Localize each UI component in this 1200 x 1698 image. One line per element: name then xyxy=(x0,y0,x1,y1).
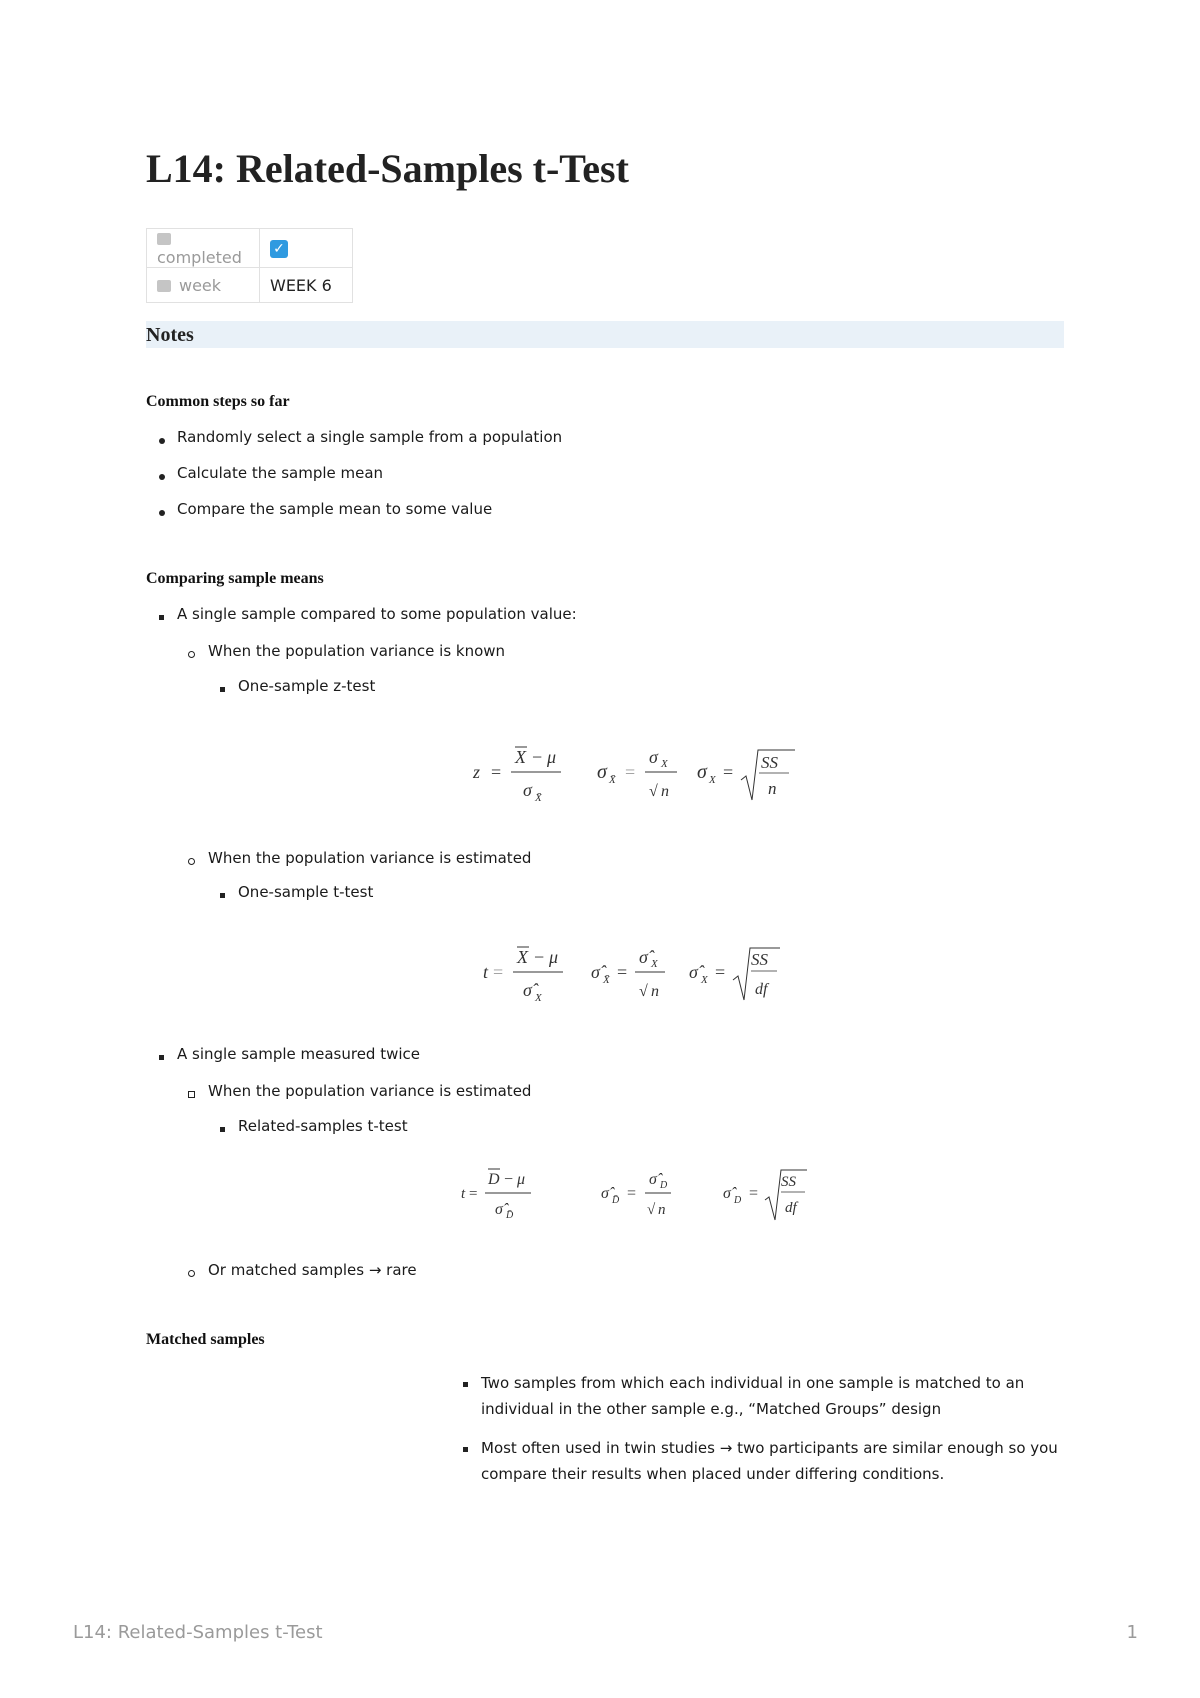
page-number: 1 xyxy=(1126,1622,1138,1643)
section-heading-comparing: Comparing sample means xyxy=(146,570,324,587)
svg-text:n: n xyxy=(651,983,659,1000)
section-heading-common-steps: Common steps so far xyxy=(146,393,290,410)
svg-text:μ: μ xyxy=(549,947,559,967)
svg-text:D: D xyxy=(488,1171,500,1188)
svg-text:=: = xyxy=(723,762,734,782)
svg-text:X̄: X̄ xyxy=(535,792,542,804)
svg-text:σ̂: σ̂ xyxy=(523,980,532,1000)
list-item: A single sample measured twice xyxy=(177,1045,421,1063)
notes-heading-band xyxy=(146,321,1064,348)
property-value-cell[interactable] xyxy=(260,229,353,268)
svg-text:t: t xyxy=(461,1186,466,1202)
list-item: When the population variance is known xyxy=(208,642,506,660)
svg-text:μ: μ xyxy=(517,1171,526,1188)
bullet-square xyxy=(463,1382,468,1387)
svg-text:σ̂: σ̂ xyxy=(591,962,600,982)
svg-text:σ: σ xyxy=(597,761,607,783)
svg-text:SS: SS xyxy=(761,753,778,772)
svg-text:=: = xyxy=(493,962,504,982)
svg-text:n: n xyxy=(661,783,669,800)
bullet-square xyxy=(159,615,164,620)
footer-title: L14: Related-Samples t-Test xyxy=(73,1622,323,1643)
svg-text:df: df xyxy=(785,1200,797,1216)
checkbox-property-icon xyxy=(157,233,171,245)
z-test-formula-image xyxy=(465,740,805,810)
svg-text:σ: σ xyxy=(697,761,707,783)
svg-text:=: = xyxy=(749,1185,759,1202)
list-item: A single sample compared to some population value: xyxy=(177,605,577,623)
bullet-circle xyxy=(188,1270,195,1277)
bullet-circle xyxy=(188,858,195,865)
svg-text:μ: μ xyxy=(547,747,557,767)
svg-text:=: = xyxy=(491,762,502,782)
bullet-square xyxy=(220,687,225,692)
svg-text:D: D xyxy=(660,1180,668,1191)
svg-text:σ̂: σ̂ xyxy=(639,947,648,967)
t-test-formula-image xyxy=(475,940,795,1010)
svg-text:t: t xyxy=(483,962,489,982)
svg-text:=: = xyxy=(715,962,726,982)
svg-text:σ̂: σ̂ xyxy=(689,962,698,982)
svg-text:σ̂: σ̂ xyxy=(495,1201,503,1218)
bullet-circle xyxy=(188,651,195,658)
list-item: One-sample t-test xyxy=(238,883,374,901)
svg-text:X̄: X̄ xyxy=(609,774,616,786)
svg-text:=: = xyxy=(627,1185,637,1202)
svg-text:=: = xyxy=(617,962,628,982)
related-samples-formula-image xyxy=(455,1162,815,1232)
svg-text:SS: SS xyxy=(751,950,768,969)
bullet-square xyxy=(159,1055,164,1060)
properties-table xyxy=(146,228,353,303)
svg-text:SS: SS xyxy=(781,1174,796,1190)
list-item: Related-samples t-test xyxy=(238,1117,408,1135)
section-heading-matched: Matched samples xyxy=(146,1331,265,1348)
property-name-cell xyxy=(147,268,260,303)
property-name-cell xyxy=(147,229,260,268)
svg-text:√: √ xyxy=(649,783,658,800)
svg-text:X: X xyxy=(515,747,526,767)
svg-text:n: n xyxy=(658,1202,666,1218)
bullet-square xyxy=(220,893,225,898)
bullet-disc xyxy=(159,474,165,480)
property-row-completed xyxy=(147,229,353,268)
svg-text:=: = xyxy=(625,762,636,782)
svg-text:df: df xyxy=(755,981,768,998)
svg-text:D̄: D̄ xyxy=(612,1195,620,1206)
svg-text:σ: σ xyxy=(649,747,658,767)
list-item: Two samples from which each individual in one sample is matched to an individual in the other sample e.g., “Matched Groups” design xyxy=(481,1374,1025,1418)
svg-text:X: X xyxy=(517,947,528,967)
svg-text:z: z xyxy=(473,762,481,782)
checked-checkbox-icon[interactable]: ✓ xyxy=(270,240,288,258)
svg-text:σ̂: σ̂ xyxy=(723,1185,731,1202)
svg-text:−: − xyxy=(534,947,545,967)
svg-text:σ̂: σ̂ xyxy=(601,1185,609,1202)
notes-heading: Notes xyxy=(146,324,194,346)
bullet-square xyxy=(463,1447,468,1452)
list-item: When the population variance is estimated xyxy=(208,849,532,867)
svg-text:n: n xyxy=(768,779,777,798)
list-item: Or matched samples → rare xyxy=(208,1261,417,1279)
svg-text:D: D xyxy=(734,1195,742,1206)
svg-text:X: X xyxy=(535,992,542,1004)
svg-text:X: X xyxy=(701,974,708,986)
svg-text:σ: σ xyxy=(523,780,532,800)
page-title: L14: Related-Samples t-Test xyxy=(146,146,629,191)
list-item: Most often used in twin studies → two participants are similar enough so you compare their results when placed under differing conditions. xyxy=(481,1439,1058,1483)
svg-text:σ̂: σ̂ xyxy=(649,1171,657,1188)
svg-text:−: − xyxy=(504,1171,514,1188)
property-value-week[interactable]: WEEK 6 xyxy=(260,268,353,303)
svg-text:−: − xyxy=(532,747,543,767)
svg-text:D̄: D̄ xyxy=(506,1210,514,1221)
bullet-disc xyxy=(159,438,165,444)
list-item: Compare the sample mean to some value xyxy=(177,500,493,518)
svg-text:X̄: X̄ xyxy=(603,974,610,986)
list-item: Randomly select a single sample from a population xyxy=(177,428,563,446)
property-name-week: week xyxy=(179,275,222,295)
bullet-disc xyxy=(159,510,165,516)
select-property-icon xyxy=(157,280,171,292)
svg-text:X: X xyxy=(709,774,716,786)
svg-text:√: √ xyxy=(647,1202,656,1218)
property-name-completed: completed xyxy=(157,248,242,267)
svg-text:X: X xyxy=(661,758,668,770)
svg-text:X: X xyxy=(651,958,658,970)
svg-text:=: = xyxy=(469,1186,478,1202)
svg-text:√: √ xyxy=(639,983,648,1000)
list-item: One-sample z-test xyxy=(238,677,376,695)
bullet-open-square xyxy=(188,1091,195,1098)
list-item: When the population variance is estimated xyxy=(208,1082,532,1100)
bullet-square xyxy=(220,1127,225,1132)
property-row-week xyxy=(147,268,353,303)
list-item: Calculate the sample mean xyxy=(177,464,384,482)
